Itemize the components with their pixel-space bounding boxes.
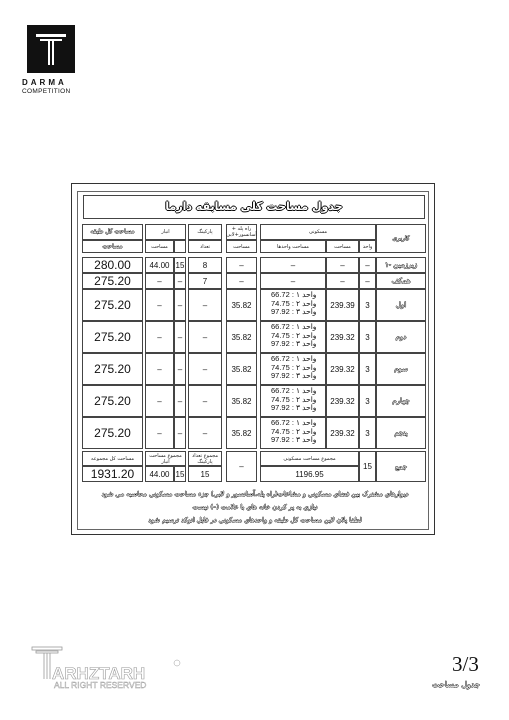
row-res-units: –	[359, 257, 376, 273]
row-units	[260, 385, 326, 417]
row-storage-area: –	[145, 321, 174, 353]
summary-res-total: 1196.95	[260, 466, 359, 482]
header-stair-sub: مساحت	[226, 240, 257, 253]
row-parking: –	[188, 353, 222, 385]
row-total: 275.20	[82, 273, 143, 289]
row-floor: پنجم	[376, 417, 426, 449]
row-floor: دوم	[376, 321, 426, 353]
unit-line: 66.72 : واحد ۱	[271, 418, 317, 427]
row-units	[260, 257, 326, 273]
summary-parking-label: مجموع تعداد پارکینگ	[188, 451, 222, 466]
unit-line: 74.75 : واحد ۲	[271, 426, 317, 436]
row-stair: –	[226, 273, 257, 289]
row-floor: همکف	[376, 273, 426, 289]
unit-line: 97.92 : واحد ۳	[271, 307, 317, 316]
summary-total: 1931.20	[82, 466, 143, 482]
header-units-area: مساحت واحدها	[260, 240, 326, 253]
summary-storage-area: 44.00	[145, 466, 174, 482]
header-storage-sub: مساحت	[145, 240, 174, 253]
row-res-area: –	[326, 257, 359, 273]
unit-line: 66.72 : واحد ۱	[271, 322, 317, 331]
unit-line: 97.92 : واحد ۳	[271, 403, 317, 412]
arhztarh-watermark	[30, 645, 185, 690]
row-units	[260, 321, 326, 353]
row-storage-count: 15	[174, 257, 186, 273]
summary-res-label: مجموع مساحت مسکونی	[260, 451, 359, 466]
summary-storage-label: مجموع مساحت انبار	[145, 451, 186, 466]
row-stair: 35.82	[226, 289, 257, 321]
row-total: 275.20	[82, 289, 143, 321]
header-total: مساحت کل طبقه	[82, 224, 143, 240]
darma-logo	[27, 25, 75, 73]
row-res-units: –	[359, 273, 376, 289]
row-storage-area: –	[145, 385, 174, 417]
unit-line: 74.75 : واحد ۲	[271, 298, 317, 308]
row-res-units: 3	[359, 353, 376, 385]
row-storage-area: –	[145, 289, 174, 321]
row-parking: –	[188, 321, 222, 353]
row-res-area: 239.32	[326, 321, 359, 353]
row-storage-count: –	[174, 417, 186, 449]
table-title: جدول مساحت کلی مسابقه دارما	[83, 195, 425, 219]
row-total: 275.20	[82, 385, 143, 417]
row-res-units: 3	[359, 321, 376, 353]
row-units	[260, 289, 326, 321]
watermark-sub: ALL RIGHT RESERVED	[54, 680, 147, 690]
page-number: 3/3	[452, 652, 479, 676]
note-3: لطفا پلان لاین مساحت کل طبقه و واحدهای مسکونی در فایل اتوکد ترسیم شود	[148, 516, 362, 524]
row-parking: –	[188, 417, 222, 449]
header-usage: کاربری	[376, 224, 426, 253]
row-total: 280.00	[82, 257, 143, 273]
row-floor: اول	[376, 289, 426, 321]
row-parking: 8	[188, 257, 222, 273]
row-stair: 35.82	[226, 321, 257, 353]
row-res-area: 239.32	[326, 353, 359, 385]
unit-line: 66.72 : واحد ۱	[271, 386, 317, 395]
unit-line: 66.72 : واحد ۱	[271, 290, 317, 299]
row-res-units: 3	[359, 289, 376, 321]
unit-line: 97.92 : واحد ۳	[271, 339, 317, 348]
unit-line: 97.92 : واحد ۳	[271, 371, 317, 380]
unit-line: 66.72 : واحد ۱	[271, 354, 317, 363]
row-storage-count: –	[174, 273, 186, 289]
unit-line: 74.75 : واحد ۲	[271, 394, 317, 404]
row-total: 275.20	[82, 321, 143, 353]
row-storage-count: –	[174, 321, 186, 353]
header-parking: پارکینگ	[188, 224, 222, 240]
page-caption: جدول مساحت	[432, 680, 481, 689]
header-storage: انبار	[145, 224, 186, 240]
row-units	[260, 273, 326, 289]
row-total: 275.20	[82, 353, 143, 385]
row-parking: –	[188, 385, 222, 417]
row-res-area: –	[326, 273, 359, 289]
row-storage-count: –	[174, 289, 186, 321]
summary-units-total: 15	[359, 451, 376, 482]
row-storage-area: 44.00	[145, 257, 174, 273]
row-res-units: 3	[359, 417, 376, 449]
row-storage-count: –	[174, 385, 186, 417]
row-stair: 35.82	[226, 385, 257, 417]
row-res-area: 239.32	[326, 385, 359, 417]
note-2: نیازی به پر کردن خانه های با علامت (–) نیست	[192, 503, 318, 511]
row-res-units: 3	[359, 385, 376, 417]
row-units	[260, 417, 326, 449]
row-units	[260, 353, 326, 385]
header-res-units: واحد	[359, 240, 376, 253]
unit-line: –	[290, 260, 296, 270]
row-stair: 35.82	[226, 417, 257, 449]
unit-line: –	[290, 276, 296, 286]
row-total: 275.20	[82, 417, 143, 449]
unit-line: 97.92 : واحد ۳	[271, 435, 317, 444]
unit-line: 74.75 : واحد ۲	[271, 330, 317, 340]
header-total-sub: مساحت	[82, 240, 143, 253]
summary-storage-count: 15	[174, 466, 186, 482]
row-storage-area: –	[145, 353, 174, 385]
row-stair: –	[226, 257, 257, 273]
row-storage-count: –	[174, 353, 186, 385]
header-stair: راه پله + آسانسور+لابی	[226, 226, 257, 238]
summary-total-label: مساحت کل مجموعه	[82, 451, 143, 466]
header-parking-sub: تعداد	[188, 240, 222, 253]
header-residential: مسکونی	[260, 224, 376, 240]
brand-subtitle: COMPETITION	[22, 88, 71, 95]
brand-name: DARMA	[22, 78, 67, 87]
row-floor: زیرزمین -۱	[376, 257, 426, 273]
row-res-area: 239.39	[326, 289, 359, 321]
brand-text	[22, 78, 70, 95]
summary-stair: –	[226, 451, 257, 482]
header-res-area: مساحت	[326, 240, 359, 253]
row-res-area: 239.32	[326, 417, 359, 449]
watermark-name: ARHZTARH	[52, 664, 146, 683]
unit-line: 74.75 : واحد ۲	[271, 362, 317, 372]
row-stair: 35.82	[226, 353, 257, 385]
summary-parking: 15	[188, 466, 222, 482]
row-parking: 7	[188, 273, 222, 289]
header-storage-count	[174, 240, 186, 253]
row-parking: –	[188, 289, 222, 321]
summary-label: جمع	[376, 451, 426, 482]
row-floor: چهارم	[376, 385, 426, 417]
row-floor: سوم	[376, 353, 426, 385]
note-1: دیوارهای مشترک بین فضای مسکونی و مشاعات(راه پله،آسانسور و لابی) جزء مساحت مسکونی محاسبه می شود	[101, 490, 409, 498]
row-storage-area: –	[145, 417, 174, 449]
row-storage-area: –	[145, 273, 174, 289]
